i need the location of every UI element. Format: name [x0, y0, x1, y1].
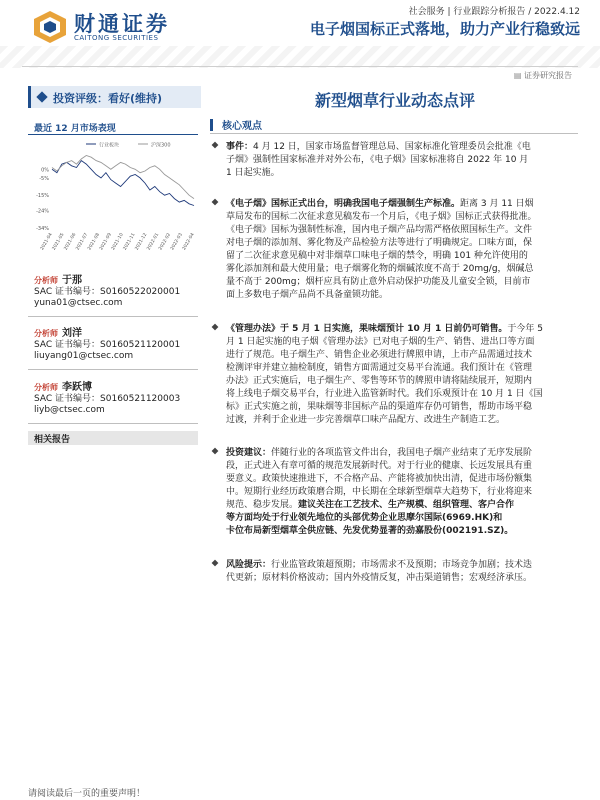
- footer-disclaimer: 请阅读最后一页的重要声明！: [28, 789, 146, 799]
- y-tick-label: -5%: [39, 175, 49, 182]
- diamond-icon: [36, 91, 47, 102]
- report-type-icon: ▤: [513, 71, 524, 80]
- para-text: 中。短期行业经历政策磨合期，中长期在全球新型烟草大趋势下，行业将迎来: [226, 487, 533, 497]
- x-tick-label: 2021-06: [63, 232, 78, 252]
- x-tick-label: 2021-11: [122, 232, 137, 252]
- y-tick-label: -34%: [36, 226, 49, 232]
- para-text: 1 日起实施。: [226, 168, 280, 178]
- para-text: 将上线电子烟交易平台，行业进入监管新时代。我们乐观预计在 10 月 1 日《国: [226, 389, 543, 399]
- analyst-email[interactable]: yuna01@ctsec.com: [34, 298, 123, 308]
- x-tick-label: 2021-05: [51, 232, 66, 252]
- chart-series: [52, 156, 194, 206]
- chart-legend: [86, 142, 171, 149]
- analyst-card-1: [28, 268, 198, 316]
- para-lead: 《电子烟》国标正式出台，明确我国电子烟强制生产标准。: [226, 199, 461, 209]
- report-type-label: [514, 70, 572, 81]
- investment-rating: [28, 86, 201, 108]
- legend-label: 行业板块: [99, 142, 120, 149]
- x-tick-label: 2021-04: [39, 232, 54, 252]
- para-text: 规范、稳步发展。: [226, 500, 299, 510]
- report-type-text: 证券研究报告: [524, 71, 572, 80]
- risk-paragraph: [210, 557, 578, 587]
- page-title: 新型烟草行业动态点评: [314, 91, 475, 110]
- para-lead: 《管理办法》于 5 月 1 日实施，果味烟预计 10 月 1 日前仍可销售。: [226, 324, 508, 334]
- performance-divider: [28, 134, 198, 135]
- heading-divider: [210, 133, 578, 134]
- x-tick-label: 2021-07: [75, 232, 90, 252]
- para-lead: 事件：: [226, 142, 254, 152]
- para-text: 4 月 12 日，国家市场监督管理总局、国家标准化管理委员会批准《电: [253, 142, 531, 152]
- series-line-1: [52, 161, 194, 206]
- bullet-icon: [212, 199, 219, 206]
- analyst-name: 刘洋: [62, 328, 82, 339]
- y-tick-label: -24%: [36, 208, 49, 215]
- rating-text: 投资评级：看好(维持): [53, 92, 163, 105]
- y-tick-label: 0%: [41, 167, 49, 174]
- para-text: 草局发布的国标二次征求意见稿发布一个月后，《电子烟》国标正式获得批准。: [226, 212, 537, 222]
- para-text-bold: 卡位布局新型烟草全供应链、先发优势显著的劲嘉股份(002191.SZ)。: [226, 526, 514, 536]
- logo-emblem-icon: [32, 10, 68, 44]
- analyst-divider: [28, 369, 198, 370]
- x-tick-label: 2022-02: [158, 232, 173, 252]
- para-text: 进行了规范。电子烟生产、销售企业必须进行牌照申请，上市产品需通过技术: [226, 350, 533, 360]
- header-divider: [22, 66, 578, 67]
- para-text: 量不高于 200mg；烟杆应具有防止意外启动保护功能及儿童安全锁，目前市: [226, 277, 531, 287]
- para-text: 月 1 日起实施的电子烟《管理办法》已对电子烟的生产、销售、进出口等方面: [226, 337, 535, 347]
- para-text: 《电子烟》国标为强制性标准，国内电子烟产品均需严格依照国标生产。文件: [226, 225, 533, 235]
- para-text: 段，正式进入有章可循的规范发展新时代。对于行业的健康、长远发展具有重: [226, 461, 533, 471]
- logo-text-en: CAITONG SECURITIES: [74, 34, 159, 42]
- performance-title: 最近 12 月市场表现: [34, 124, 116, 134]
- chart-x-axis: [39, 232, 196, 251]
- logo-text-cn: 财通证券: [74, 12, 170, 36]
- report-meta: 社会服务 | 行业跟踪分析报告 / 2022.4.12: [408, 7, 580, 17]
- company-logo: [32, 6, 182, 48]
- analyst-sac: SAC 证书编号：S0160522020001: [34, 287, 181, 297]
- para-text: 留了二次征求意见稿中对非烟草口味电子烟的禁令，明确 101 种允许使用的: [226, 251, 528, 261]
- para-text: 距离 3 月 11 日烟: [460, 199, 534, 209]
- analyst-email[interactable]: liyb@ctsec.com: [34, 405, 105, 415]
- x-tick-label: 2021-10: [110, 232, 125, 252]
- para-text-bold: 等方面均处于行业领先地位的头部优势企业思摩尔国际(6969.HK)和: [226, 513, 503, 523]
- series-line-2: [52, 156, 194, 199]
- x-tick-label: 2021-08: [87, 232, 102, 252]
- x-tick-label: 2021-09: [99, 232, 113, 252]
- x-tick-label: 2022-03: [170, 232, 184, 252]
- analyst-role: 分析师: [34, 383, 58, 392]
- bullet-icon: [212, 142, 219, 149]
- x-tick-label: 2022-01: [146, 232, 161, 252]
- x-tick-label: 2021-12: [134, 232, 149, 252]
- bullet-icon: [212, 560, 219, 567]
- investment-advice-paragraph: [210, 445, 578, 541]
- regulation-paragraph: [210, 321, 578, 431]
- para-text: 于今年 5: [507, 324, 543, 334]
- chart-y-axis: [36, 167, 49, 232]
- para-text: 要意义。政策快速推进下，不合格产品、产能将被加快出清，促进市场份额集: [226, 474, 533, 484]
- para-text: 伴随行业的各项监管文件出台，我国电子烟产业结束了无序发展阶: [271, 448, 533, 458]
- para-text-bold: 建议关注在工艺技术、生产规模、组织管理、客户合作: [298, 500, 515, 510]
- x-tick-label: 2022-04: [181, 232, 196, 252]
- y-tick-label: -15%: [36, 193, 49, 200]
- performance-chart: [28, 138, 200, 260]
- core-views-heading: [210, 117, 578, 133]
- core-views-label: 核心观点: [222, 121, 262, 132]
- para-text: 过渡，并利于企业进一步完善烟草口味产品配方、改进生产制造工艺。: [226, 415, 506, 425]
- analyst-card-3: [28, 375, 198, 423]
- para-text: 代更新；原材料价格波动；国内外疫情反复，冲击渠道销售；宏观经济承压。: [226, 573, 533, 583]
- report-headline: 电子烟国标正式落地，助力产业行稳致远: [309, 20, 580, 38]
- header-band: [0, 46, 600, 68]
- related-reports-label: 相关报告: [34, 435, 71, 445]
- event-paragraph: [210, 139, 578, 179]
- para-text: 雾化添加剂和最大使用量；电子烟雾化物的烟碱浓度不高于 20mg/g，烟碱总: [226, 264, 534, 274]
- analyst-sac: SAC 证书编号：S0160521120001: [34, 340, 181, 350]
- bullet-icon: [212, 448, 219, 455]
- analyst-sac: SAC 证书编号：S0160521120003: [34, 394, 181, 404]
- para-text: 检测评审并建立抽检制度，销售方面需通过交易平台流通。我们预计在《管理: [226, 363, 533, 373]
- para-lead: 投资建议：: [226, 448, 272, 458]
- analyst-role: 分析师: [34, 329, 58, 338]
- legend-label: 沪深300: [151, 142, 171, 149]
- para-text: 标》正式实施之前，果味烟等非国标产品的渠道库存仍可销售，帮助市场平稳: [226, 402, 533, 412]
- para-text: 对电子烟的添加剂、雾化物及产品检验方法等进行了明确规定。口味方面，保: [226, 238, 533, 248]
- para-text: 子烟》强制性国家标准并对外公布，《电子烟》国家标准将自 2022 年 10 月: [226, 155, 529, 165]
- analyst-name: 于那: [62, 275, 82, 286]
- analyst-card-2: [28, 321, 198, 369]
- analyst-divider: [28, 423, 198, 424]
- related-reports: [28, 431, 198, 445]
- analyst-role: 分析师: [34, 276, 58, 285]
- para-lead: 风险提示：: [226, 560, 272, 570]
- analyst-email[interactable]: liuyang01@ctsec.com: [34, 351, 134, 361]
- standard-paragraph: [210, 196, 578, 306]
- para-text: 行业监管政策超预期；市场需求不及预期；市场竞争加剧；技术迭: [271, 560, 533, 570]
- heading-bar: [210, 119, 213, 131]
- analyst-name: 李跃博: [62, 382, 92, 393]
- para-text: 办法》正式实施后，电子烟生产、零售等环节的牌照申请将陆续展开，短期内: [226, 376, 533, 386]
- analyst-divider: [28, 316, 198, 317]
- para-text: 面上多数电子烟产品尚不具备童锁功能。: [226, 290, 389, 300]
- bullet-icon: [212, 324, 219, 331]
